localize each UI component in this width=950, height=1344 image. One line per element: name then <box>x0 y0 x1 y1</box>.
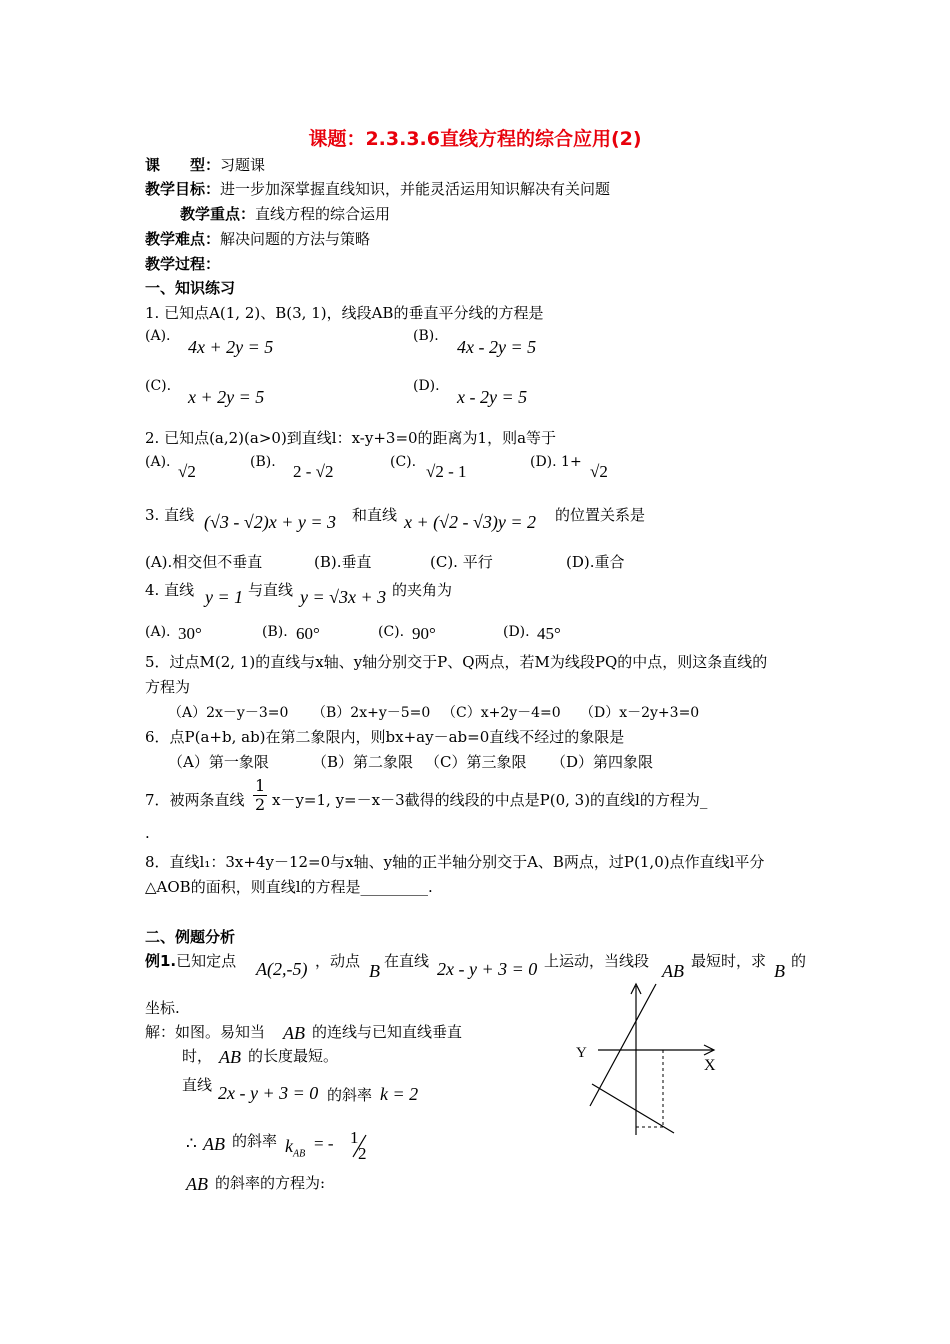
solution-kab-num: 1 <box>350 1128 359 1147</box>
solution-ab-3: AB <box>203 1134 225 1154</box>
section-1-heading: 一、知识练习 <box>145 279 236 297</box>
teaching-difficulty-label: 教学难点： <box>145 230 221 248</box>
q1-option-a: 4x + 2y = 5 <box>188 337 274 357</box>
example-1-label <box>145 950 236 971</box>
solution-kab-value: = - <box>314 1134 334 1153</box>
example-1-text-7: 坐标. <box>145 999 180 1017</box>
q7-fraction-numerator: 1 <box>255 776 266 795</box>
question-3-prefix: 3. 直线 <box>145 506 195 524</box>
question-8-line-1: 8．直线l₁：3x+4y－12=0与x轴、y轴的正半轴分别交于A、B两点，过P(1,0)点作直线l平分 <box>145 853 765 871</box>
question-4-prefix: 4. 直线 <box>145 581 195 599</box>
solution-line-5b: 的斜率的方程为: <box>215 1174 326 1192</box>
question-5-line-1: 5．过点M(2, 1)的直线与x轴、y轴分别交于P、Q两点，若M为线段PQ的中点，则这条直线的 <box>145 653 768 671</box>
q3-suffix: 的位置关系是 <box>555 506 646 524</box>
q3-option-c: (C). 平行 <box>430 553 493 571</box>
teaching-key-point <box>180 203 390 224</box>
example-1-line-eq: 2x - y + 3 = 0 <box>437 959 538 979</box>
given-line <box>590 984 656 1106</box>
teaching-difficulty <box>145 228 370 249</box>
teaching-goal <box>145 178 610 199</box>
page-title: 课题：2.3.3.6直线方程的综合应用(2) <box>308 128 642 150</box>
solution-line-2b: 的长度最短。 <box>248 1047 339 1065</box>
section-2-heading: 二、例题分析 <box>145 928 236 946</box>
q2-option-a: √2 <box>178 462 196 481</box>
solution-line-3b: 的斜率 <box>327 1086 373 1104</box>
q5-option-b: （B）2x+y－5=0 <box>312 705 431 721</box>
solution-figure <box>570 980 730 1140</box>
solution-line-2a: 时， <box>182 1047 213 1065</box>
solution-line-1b: 的连线与已知直线垂直 <box>312 1023 463 1041</box>
x-axis-label: X <box>704 1057 716 1074</box>
perpendicular-line <box>592 1084 674 1133</box>
example-1-tag: 例1. <box>145 952 177 970</box>
example-1-text-3: 在直线 <box>384 952 430 970</box>
teaching-key-value: 直线方程的综合运用 <box>255 205 391 223</box>
q2-option-b: 2 - √2 <box>293 462 334 481</box>
q2-label-a: (A). <box>145 454 171 470</box>
q1-label-b: (B). <box>413 328 439 344</box>
q1-option-c: x + 2y = 5 <box>188 387 265 407</box>
q4-mid-text: 与直线 <box>248 581 294 599</box>
lesson-type-label: 课 型： <box>145 156 221 174</box>
solution-kab-den: 2 <box>358 1144 367 1163</box>
solution-therefore: ∴ <box>186 1134 197 1153</box>
teaching-goal-label: 教学目标： <box>145 180 221 198</box>
q7-fraction <box>253 777 267 814</box>
teaching-goal-value: 进一步加深掌握直线知识，并能灵活运用知识解决有关问题 <box>220 180 611 198</box>
example-1-text-4: 上运动，当线段 <box>544 952 650 970</box>
question-7-prefix: 7．被两条直线 <box>145 791 245 809</box>
solution-ab-4: AB <box>186 1174 208 1194</box>
y-axis-label: Y <box>576 1045 587 1061</box>
teaching-process-label: 教学过程： <box>145 255 221 273</box>
example-1-text-5: 最短时，求 <box>691 952 767 970</box>
q4-line-2: y = √3x + 3 <box>300 587 387 607</box>
q4-option-a: 30° <box>178 624 202 643</box>
q5-option-c: （C）x+2y－4=0 <box>442 705 561 721</box>
question-2-stem: 2. 已知点(a,2)(a>0)到直线l：x-y+3=0的距离为1，则a等于 <box>145 429 557 447</box>
question-7-suffix: x－y=1, y=－x－3截得的线段的中点是P(0, 3)的直线l的方程为_ <box>272 791 708 809</box>
q1-label-a: (A). <box>145 328 171 344</box>
q1-label-d: (D). <box>413 378 440 394</box>
solution-kab-sub: AB <box>293 1148 306 1160</box>
q1-label-c: (C). <box>145 378 172 394</box>
solution-line-1a: 解：如图。易知当 <box>145 1023 266 1041</box>
q1-option-b: 4x - 2y = 5 <box>457 337 537 357</box>
example-1-point-b: B <box>369 961 380 981</box>
q4-label-c: (C). <box>378 624 405 640</box>
q2-label-d: (D). 1+ <box>530 454 582 470</box>
question-5-line-2: 方程为 <box>145 678 191 696</box>
q4-option-c: 90° <box>412 624 436 643</box>
q4-label-b: (B). <box>262 624 288 640</box>
teaching-key-label: 教学重点： <box>180 205 256 223</box>
example-1-text-1: 已知定点 <box>176 952 237 970</box>
example-1-point-a: A(2,-5) <box>256 959 308 979</box>
solution-line-eq: 2x - y + 3 = 0 <box>218 1083 319 1103</box>
lesson-type-value: 习题课 <box>220 156 266 174</box>
q4-option-d: 45° <box>537 624 561 643</box>
solution-line-3a: 直线 <box>182 1076 213 1094</box>
solution-ab-2: AB <box>219 1047 241 1067</box>
q1-option-d: x - 2y = 5 <box>457 387 528 407</box>
q6-option-a: （A）第一象限 <box>168 753 269 771</box>
q7-fraction-denominator: 2 <box>255 795 266 814</box>
example-1-text-2: ，动点 <box>315 952 361 970</box>
q3-option-a: (A).相交但不垂直 <box>145 553 263 571</box>
example-1-text-6: 的 <box>791 952 807 970</box>
q6-option-d: （D）第四象限 <box>551 753 654 771</box>
q3-mid-text: 和直线 <box>352 506 398 524</box>
q5-option-d: （D）x－2y+3=0 <box>580 705 700 721</box>
example-1-segment: AB <box>662 961 684 981</box>
solution-ab-1: AB <box>283 1023 305 1043</box>
question-6-stem: 6．点P(a+b, ab)在第二象限内，则bx+ay－ab=0直线不经过的象限是 <box>145 728 625 746</box>
teaching-difficulty-value: 解决问题的方法与策略 <box>220 230 371 248</box>
question-7-continuation: . <box>145 824 150 842</box>
lesson-type <box>145 154 265 175</box>
q4-suffix: 的夹角为 <box>392 581 453 599</box>
solution-kab-k: k <box>285 1136 293 1156</box>
q2-label-b: (B). <box>250 454 276 470</box>
solution-kab <box>285 1136 305 1160</box>
q4-line-1: y = 1 <box>205 587 244 607</box>
q5-option-a: （A）2x－y－3=0 <box>168 705 289 721</box>
q2-label-c: (C). <box>390 454 417 470</box>
example-1-point-b-2: B <box>774 961 785 981</box>
q4-label-d: (D). <box>503 624 530 640</box>
q3-line-1: (√3 - √2)x + y = 3 <box>204 512 337 532</box>
q3-option-b: (B).垂直 <box>314 553 372 571</box>
q4-option-b: 60° <box>296 624 320 643</box>
solution-slope: k = 2 <box>380 1084 419 1104</box>
q2-option-c: √2 - 1 <box>426 462 467 481</box>
q6-option-c: （C）第三象限 <box>425 753 527 771</box>
solution-line-4b: 的斜率 <box>232 1132 278 1150</box>
q6-option-b: （B）第二象限 <box>312 753 414 771</box>
q4-label-a: (A). <box>145 624 171 640</box>
question-1-stem: 1. 已知点A(1, 2)、B(3, 1)，线段AB的垂直平分线的方程是 <box>145 304 544 322</box>
q2-option-d: √2 <box>590 462 608 481</box>
q3-line-2: x + (√2 - √3)y = 2 <box>404 512 537 532</box>
question-8-line-2: △AOB的面积，则直线l的方程是_________. <box>145 878 433 896</box>
q3-option-d: (D).重合 <box>566 553 625 571</box>
